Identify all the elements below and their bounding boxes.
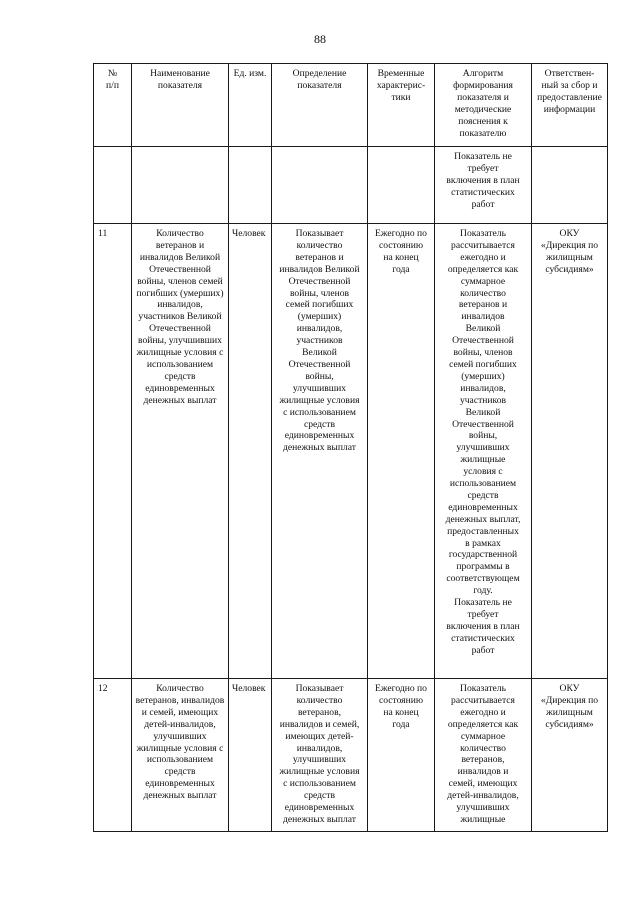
- cell-definition: [272, 147, 368, 224]
- cell-num: 12: [94, 679, 132, 832]
- cell-unit: Человек: [229, 679, 272, 832]
- table-row: [94, 147, 608, 224]
- cell-name: Количество ветеранов, инвалидов и семей, имеющих детей-инвалидов, улучшивших жилищные условия с использованием средств единовременных денежных выплат: [132, 679, 229, 832]
- cell-responsible: ОКУ «Дирекция по жилищным субсидиям»: [532, 224, 608, 679]
- cell-responsible: [532, 147, 608, 224]
- header-unit: Ед. изм.: [229, 64, 272, 147]
- cell-algorithm: Показатель не требует включения в план статистических работ: [435, 147, 532, 224]
- cell-definition: Показывает количество ветеранов и инвалидов Великой Отечественной войны, членов семей погибших (умерших) инвалидов, участников Великой Отечественной войны, улучшивших жилищные условия с использованием средств единовременных денежных выплат: [272, 224, 368, 679]
- cell-name: [132, 147, 229, 224]
- header-name: Наименование показателя: [132, 64, 229, 147]
- table-header-row: [94, 64, 608, 147]
- cell-timing: Ежегодно по состоянию на конец года: [368, 679, 435, 832]
- header-timing: Временные характерис- тики: [368, 64, 435, 147]
- cell-algorithm: Показатель рассчитывается ежегодно и определяется как суммарное количество ветеранов, инвалидов и семей, имеющих детей-инвалидов, улучшивших жилищные: [435, 679, 532, 832]
- cell-unit: [229, 147, 272, 224]
- header-algorithm: Алгоритм формирования показателя и методические пояснения к показателю: [435, 64, 532, 147]
- header-definition: Определение показателя: [272, 64, 368, 147]
- cell-timing: [368, 147, 435, 224]
- cell-num: [94, 147, 132, 224]
- table-row: [94, 224, 608, 679]
- cell-definition: Показывает количество ветеранов, инвалидов и семей, имеющих детей- инвалидов, улучшивших жилищные условия с использованием средств единовременных денежных выплат: [272, 679, 368, 832]
- cell-unit: Человек: [229, 224, 272, 679]
- cell-name: Количество ветеранов и инвалидов Великой Отечественной войны, членов семей погибших (умерших) инвалидов, участников Великой Отечественной войны, улучшивших жилищные условия с использованием средств единовременных денежных выплат: [132, 224, 229, 679]
- cell-responsible: ОКУ «Дирекция по жилищным субсидиям»: [532, 679, 608, 832]
- table-row: [94, 679, 608, 832]
- header-num: № п/п: [94, 64, 132, 147]
- cell-timing: Ежегодно по состоянию на конец года: [368, 224, 435, 679]
- indicators-table: [93, 63, 608, 832]
- cell-algorithm: Показатель рассчитывается ежегодно и определяется как суммарное количество ветеранов и инвалидов Великой Отечественной войны, членов семей погибших (умерших) инвалидов, участников Великой Отечественной войны, улучшивших жилищные условия с использованием средств единовременных денежных выплат, предоставленных в рамках государственной программы в соответствующем году. Показатель не требует включения в план статистических работ: [435, 224, 532, 679]
- header-responsible: Ответствен- ный за сбор и предоставление информации: [532, 64, 608, 147]
- cell-num: 11: [94, 224, 132, 679]
- page-number: 88: [314, 32, 326, 46]
